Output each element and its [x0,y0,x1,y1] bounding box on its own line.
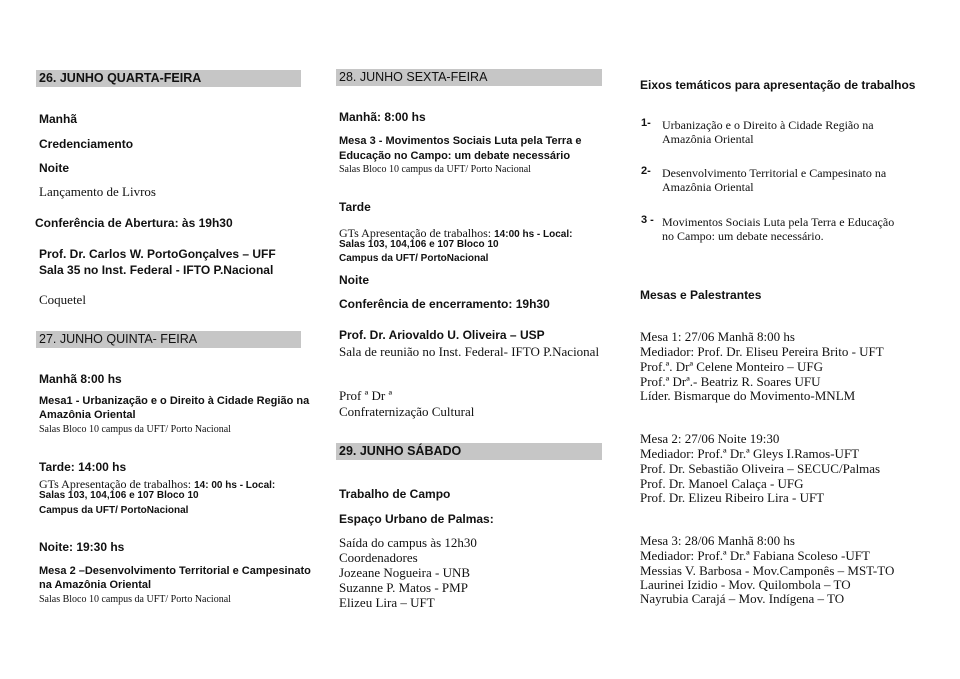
prof-dr-line: Prof ª Dr ª [339,388,393,403]
mesa1-line-1: Mesa 1: 27/06 Manhã 8:00 hs [640,329,795,344]
eixo-1-line1: Urbanização e o Direito à Cidade Região na [662,118,874,132]
mesa3-line-4: Laurinei Izidio - Mov. Quilombola – TO [640,577,851,592]
salas-28: Salas 103, 104,106 e 107 Bloco 10 [339,239,499,250]
mesa3-line-2: Mediador: Prof.ª Dr.ª Fabiana Scoleso -UFT [640,548,870,563]
eixo-1-num: 1- [641,117,651,129]
manha-27-time: Manhã 8:00 hs [39,372,122,386]
mesa2-line-4: Prof. Dr. Manoel Calaça - UFG [640,476,804,491]
manha-28-time: Manhã: 8:00 hs [339,110,426,124]
day-29-header [336,443,602,460]
coordenador-1: Jozeane Nogueira - UNB [339,565,471,580]
salas-27: Salas 103, 104,106 e 107 Bloco 10 [39,490,199,501]
mesa1-local: Salas Bloco 10 campus da UFT/ Porto Nacional [39,424,231,435]
eixo-2-line1: Desenvolvimento Territorial e Campesinato na [662,166,887,180]
mesa1-line-5: Líder. Bismarque do Movimento-MNLM [640,388,856,403]
noite-27-time: Noite: 19:30 hs [39,540,125,554]
gts-28-prefix: GTs Apresentação de trabalhos: [339,226,495,240]
manha-label: Manhã [39,112,78,126]
mesa2-line-5: Prof. Dr. Elizeu Ribeiro Lira - UFT [640,490,825,505]
mesa2-title: Mesa 2 –Desenvolvimento Territorial e Campesinato [39,565,311,577]
day-26-header [36,70,301,87]
saida-line: Saída do campus às 12h30 [339,535,477,550]
mesa3-title-cont: Educação no Campo: um debate necessário [339,150,571,162]
mesa3-local: Salas Bloco 10 campus da UFT/ Porto Nacional [339,164,531,175]
mesa3-line-3: Messias V. Barbosa - Mov.Camponês – MST-TO [640,563,895,578]
day-28-title: 28. JUNHO SEXTA-FEIRA [339,70,488,84]
mesa2-title-cont: na Amazônia Oriental [39,579,152,591]
mesa2-line-3: Prof. Dr. Sebastião Oliveira – SECUC/Palmas [640,461,881,476]
eixo-3-line1: Movimentos Sociais Luta pela Terra e Educação [662,215,895,229]
mesa1-title-cont: Amazônia Oriental [39,409,136,421]
mesas-title: Mesas e Palestrantes [640,288,762,302]
mesa1-title: Mesa1 - Urbanização e o Direito à Cidade Região na [39,395,310,407]
day-27-header [36,331,301,348]
eixo-1-line2: Amazônia Oriental [662,132,754,146]
mesa1-line-4: Prof.ª Drª.- Beatriz R. Soares UFU [640,374,821,389]
day-27-title: 27. JUNHO QUINTA- FEIRA [39,332,198,346]
coordenador-3: Elizeu Lira – UFT [339,595,435,610]
campus-28: Campus da UFT/ PortoNacional [339,253,489,264]
mesa2-line-1: Mesa 2: 27/06 Noite 19:30 [640,431,780,446]
day-26-title: 26. JUNHO QUARTA-FEIRA [39,71,202,85]
mesa3-title: Mesa 3 - Movimentos Sociais Luta pela Terra e [339,135,582,147]
noite-label: Noite [39,161,69,175]
eixo-2-line2: Amazônia Oriental [662,180,754,194]
tarde-28-label: Tarde [339,200,371,214]
day-29-title: 29. JUNHO SÁBADO [339,444,462,458]
eixo-3-num: 3 - [641,214,654,226]
prof-ariovaldo: Prof. Dr. Ariovaldo U. Oliveira – USP [339,328,545,342]
gts-27-suffix: 14: 00 hs - Local: [194,480,276,491]
credenciamento-label: Credenciamento [39,137,134,151]
conferencia-encerramento: Conferência de encerramento: 19h30 [339,297,550,311]
sala-35: Sala 35 no Inst. Federal - IFTO P.Nacional [39,263,274,277]
mesa2-line-2: Mediador: Prof.ª Dr.ª Gleys I.Ramos-UFT [640,446,860,461]
eixo-2-num: 2- [641,165,651,177]
day-28-header [336,69,602,86]
mesa3-line-1: Mesa 3: 28/06 Manhã 8:00 hs [640,533,795,548]
gts-28-suffix: 14:00 hs - Local: [494,229,573,240]
mesa3-line-5: Nayrubia Carajá – Mov. Indígena – TO [640,591,845,606]
gts-27-prefix: GTs Apresentação de trabalhos: [39,477,195,491]
sala-reuniao: Sala de reunião no Inst. Federal- IFTO P.Nacional [339,344,600,359]
coordenadores-line: Coordenadores [339,550,418,565]
coordenador-2: Suzanne P. Matos - PMP [339,580,468,595]
eixo-3-line2: no Campo: um debate necessário. [662,229,824,243]
mesa1-line-3: Prof.ª. Drª Celene Monteiro – UFG [640,359,824,374]
conferencia-abertura: Conferência de Abertura: às 19h30 [35,216,233,230]
confraternizacao: Confraternização Cultural [339,404,475,419]
espaco-urbano: Espaço Urbano de Palmas: [339,512,494,526]
trabalho-campo: Trabalho de Campo [339,487,451,501]
eixos-title: Eixos temáticos para apresentação de trabalhos [640,78,916,92]
campus-27: Campus da UFT/ PortoNacional [39,505,189,516]
noite-28-label: Noite [339,273,369,287]
coquetel-label: Coquetel [39,292,86,307]
prof-carlos: Prof. Dr. Carlos W. PortoGonçalves – UFF [39,247,276,261]
tarde-27-time: Tarde: 14:00 hs [39,460,127,474]
mesa2-local: Salas Bloco 10 campus da UFT/ Porto Nacional [39,594,231,605]
mesa1-line-2: Mediador: Prof. Dr. Eliseu Pereira Brito - UFT [640,344,884,359]
lancamento-livros: Lançamento de Livros [39,184,156,199]
